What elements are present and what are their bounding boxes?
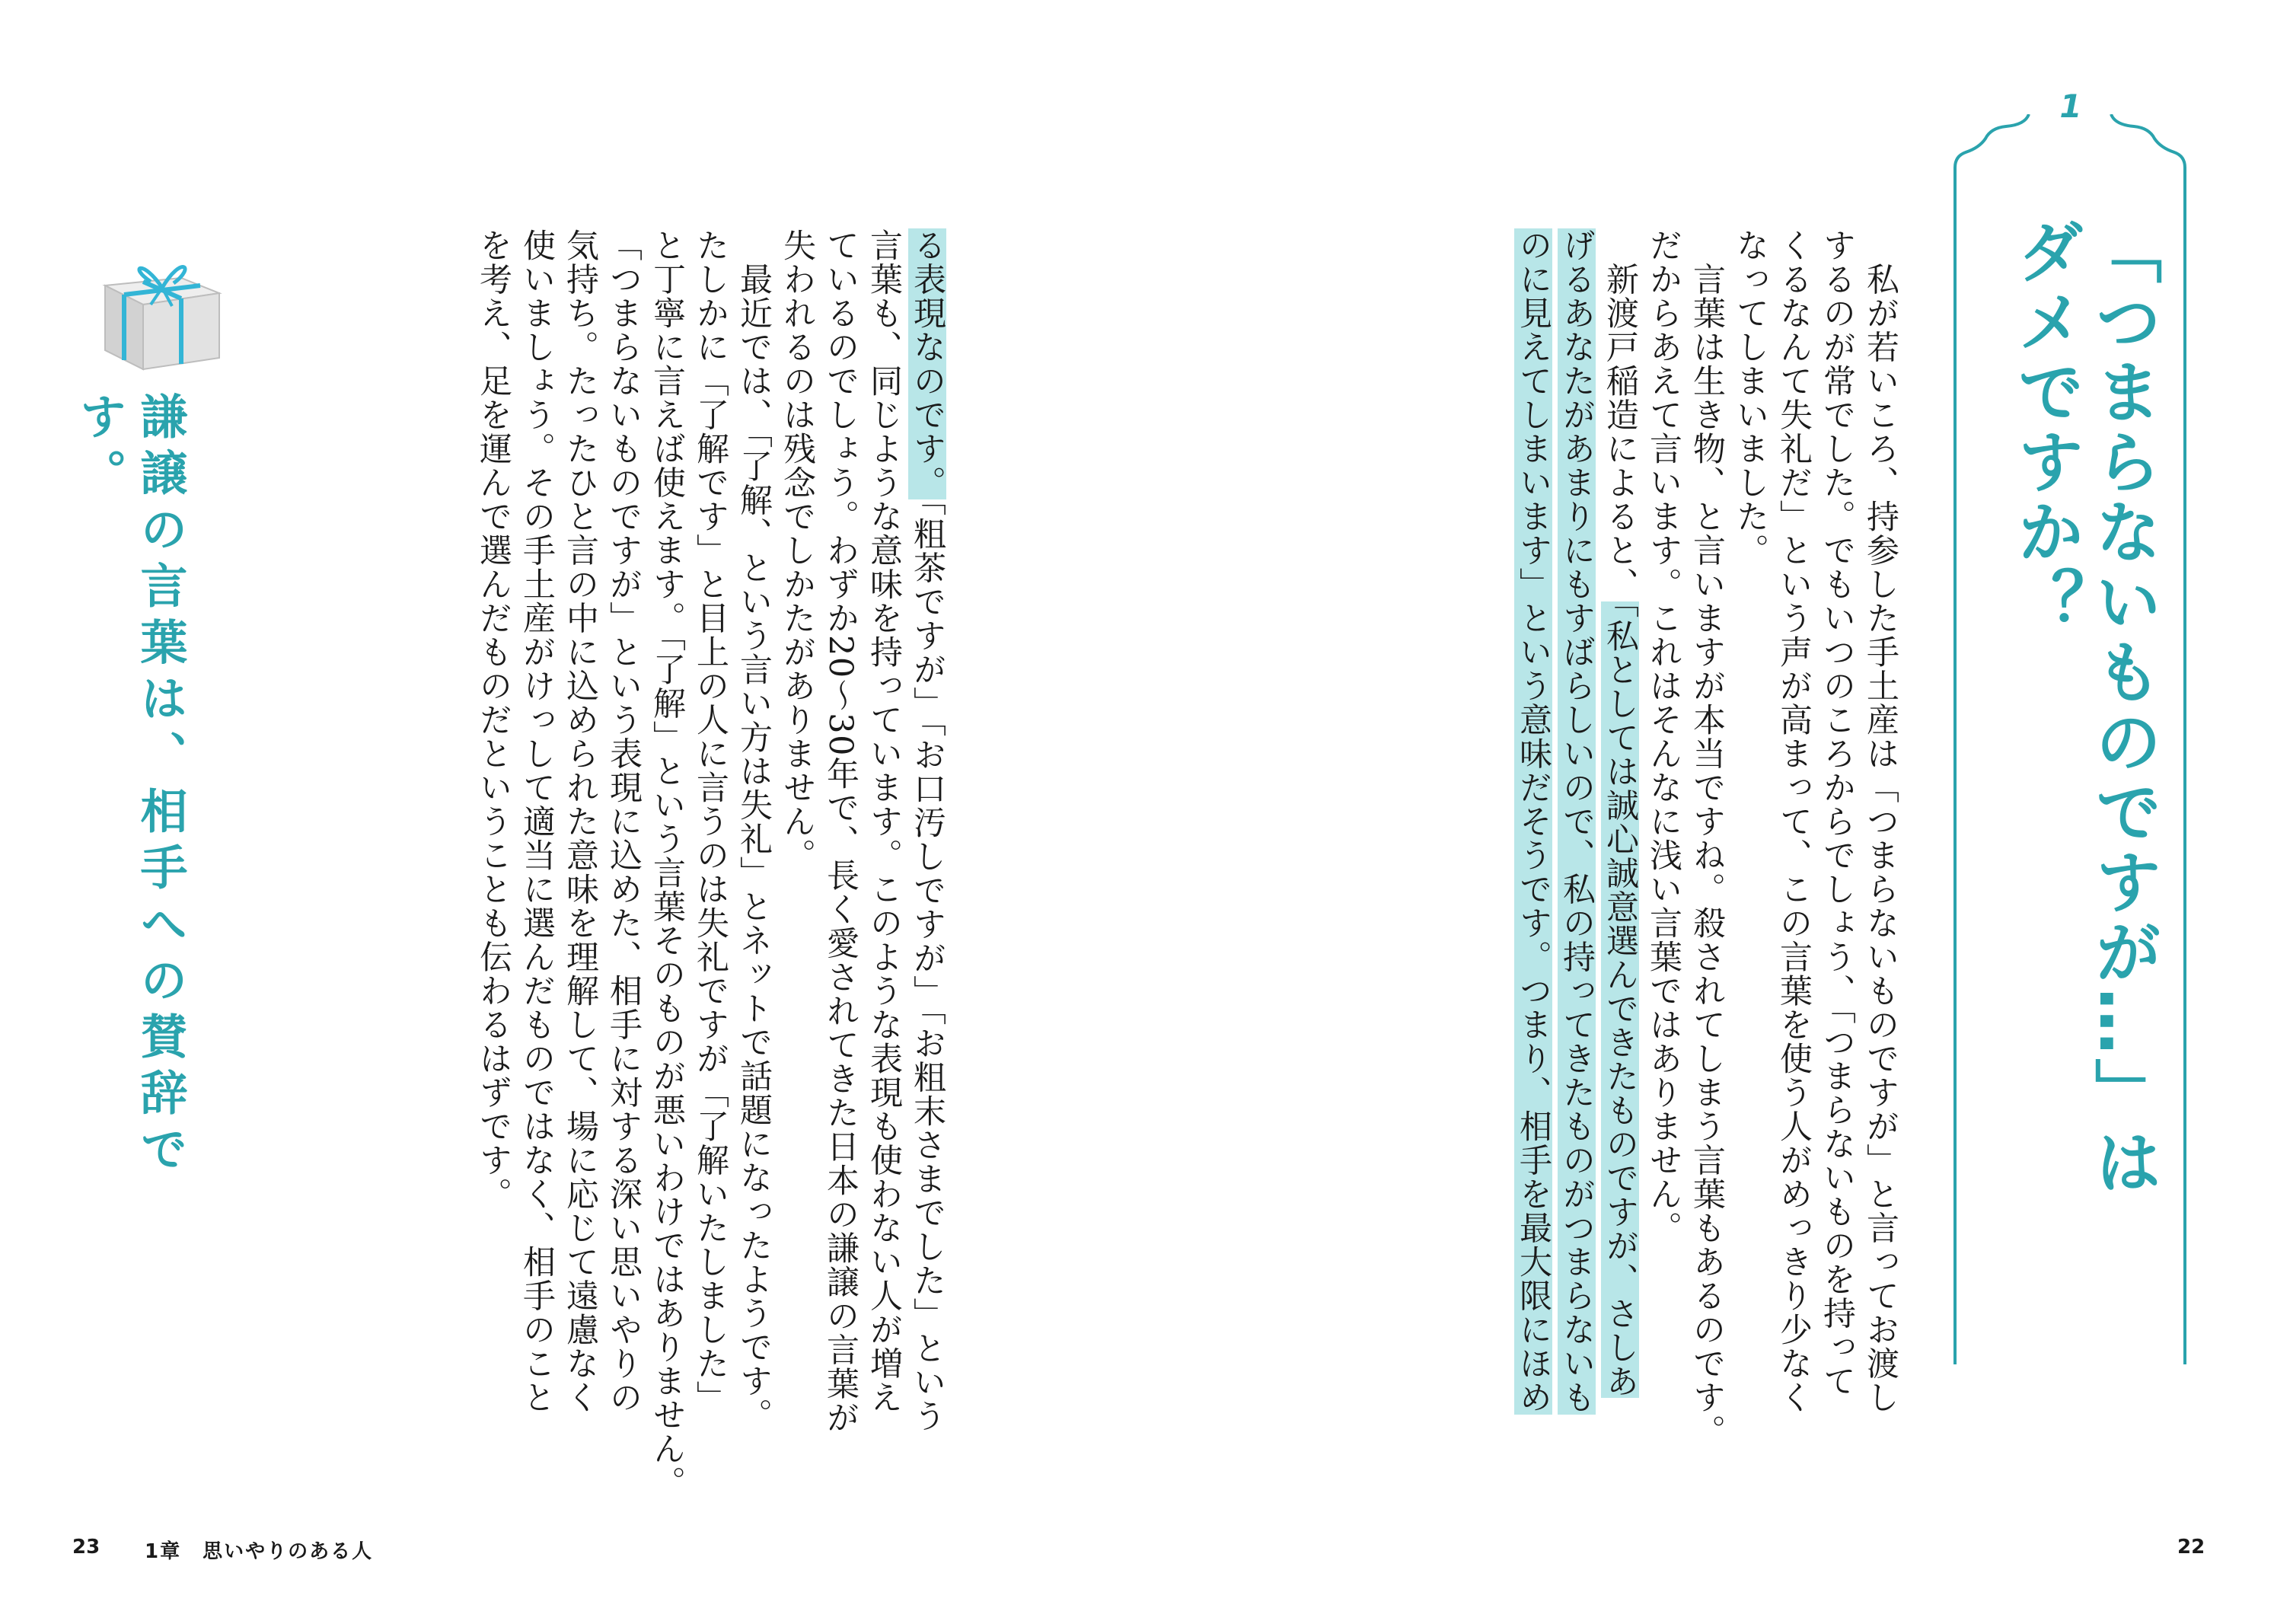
highlighted-text: のに見えてしまいます」という意味だそうです。つまり、相手を最大限にほめ bbox=[1514, 228, 1552, 1415]
section-number: 1 bbox=[2059, 88, 2082, 125]
body-text: 「粗茶ですが」「お口汚しですが」「お粗末さまでした」という bbox=[908, 499, 946, 1433]
body-text: 「つまらないものですが」という表現に込めた、相手に対する深い思いやりの bbox=[604, 228, 643, 1415]
body-text: 気持ち。たったひと言の中に込められた意味を理解して、場に応じて遠慮なく bbox=[561, 228, 599, 1415]
left_page-text-column bbox=[559, 228, 601, 1415]
right_page-text-column bbox=[1816, 228, 1858, 1398]
body-text: 言葉は生き物、と言いますが本当ですね。殺されてしまう言葉もあるのです。 bbox=[1688, 228, 1726, 1448]
left_page-text-column bbox=[472, 228, 515, 1386]
body-text: を考え、足を運んで選んだものだということも伝わるはずです。 bbox=[474, 228, 512, 1211]
body-text: 言葉も、同じような意味を持っています。このような表現も使わない人が増え bbox=[865, 228, 903, 1415]
right_page-text-column bbox=[1772, 228, 1815, 1415]
body-text: と丁寧に言えば使えます。「了解」という言葉そのものが悪いわけではありません。 bbox=[648, 228, 686, 1500]
page-title-line1: 「つまらないものですが…」は bbox=[2084, 217, 2163, 1198]
left_page-text-column bbox=[906, 228, 949, 1433]
left_page-text-column bbox=[819, 228, 862, 1434]
body-text: 新渡戸稲造によると、 bbox=[1601, 228, 1639, 601]
left_page-text-column bbox=[689, 228, 732, 1415]
body-text: くるなんて失礼だ」という声が高まって、この言葉を使う人がめっきり少なく bbox=[1775, 228, 1813, 1415]
left_page-text-column bbox=[776, 228, 818, 1386]
right_page-text-column bbox=[1642, 228, 1685, 1386]
highlighted-text: る表現なのです。 bbox=[908, 228, 946, 499]
body-text: 私が若いころ、持参した手土産は「つまらないものですが」と言ってお渡し bbox=[1861, 228, 1899, 1415]
right_page-text-column bbox=[1555, 228, 1598, 1415]
body-text: たしかに「了解です」と目上の人に言うのは失礼ですが「了解いたしました」 bbox=[691, 228, 729, 1415]
body-text: だからあえて言います。これはそんなに浅い言葉ではありません。 bbox=[1644, 228, 1682, 1245]
left_page-text-column bbox=[602, 228, 645, 1415]
left_page-text-column bbox=[863, 228, 905, 1415]
subheading: 謙譲の言葉は、相手への賛辞です。 bbox=[72, 392, 188, 1181]
right_page-text-column bbox=[1512, 228, 1555, 1415]
right_page-text-column bbox=[1729, 228, 1772, 1386]
body-text: なってしまいました。 bbox=[1731, 228, 1769, 567]
body-text: 失われるのは残念でしかたがありません。 bbox=[778, 228, 816, 873]
page-number-left: 23 bbox=[72, 1536, 100, 1559]
page-number-right: 22 bbox=[2177, 1536, 2205, 1559]
left_page-text-column bbox=[646, 228, 688, 1500]
right_page-text-column bbox=[1859, 228, 1902, 1415]
left_page-text-column bbox=[515, 228, 558, 1415]
gift-box-icon bbox=[97, 251, 227, 373]
left_page-text-column bbox=[732, 228, 775, 1432]
highlighted-text: 「私としては誠心誠意選んできたものですが、さしあ bbox=[1601, 601, 1639, 1398]
body-text: 最近では、「了解、という言い方は失礼」とネットで話題になったようです。 bbox=[735, 228, 773, 1432]
body-text: するのが常でした。でもいつのころからでしょう、「つまらないものを持って bbox=[1818, 228, 1856, 1398]
right_page-text-column bbox=[1599, 228, 1641, 1398]
right_page-text-column bbox=[1686, 228, 1728, 1448]
chapter-label: 1章 思いやりのある人 bbox=[145, 1540, 374, 1563]
page-title-line2: ダメですか？ bbox=[2007, 217, 2085, 637]
body-text: ているのでしょう。わずか20～30年で、長く愛されてきた日本の謙譲の言葉が bbox=[821, 228, 860, 1434]
body-text: 使いましょう。その手土産がけっして適当に選んだものではなく、相手のこと bbox=[518, 228, 556, 1415]
highlighted-text: げるあなたがあまりにもすばらしいので、私の持ってきたものがつまらないも bbox=[1558, 228, 1596, 1415]
